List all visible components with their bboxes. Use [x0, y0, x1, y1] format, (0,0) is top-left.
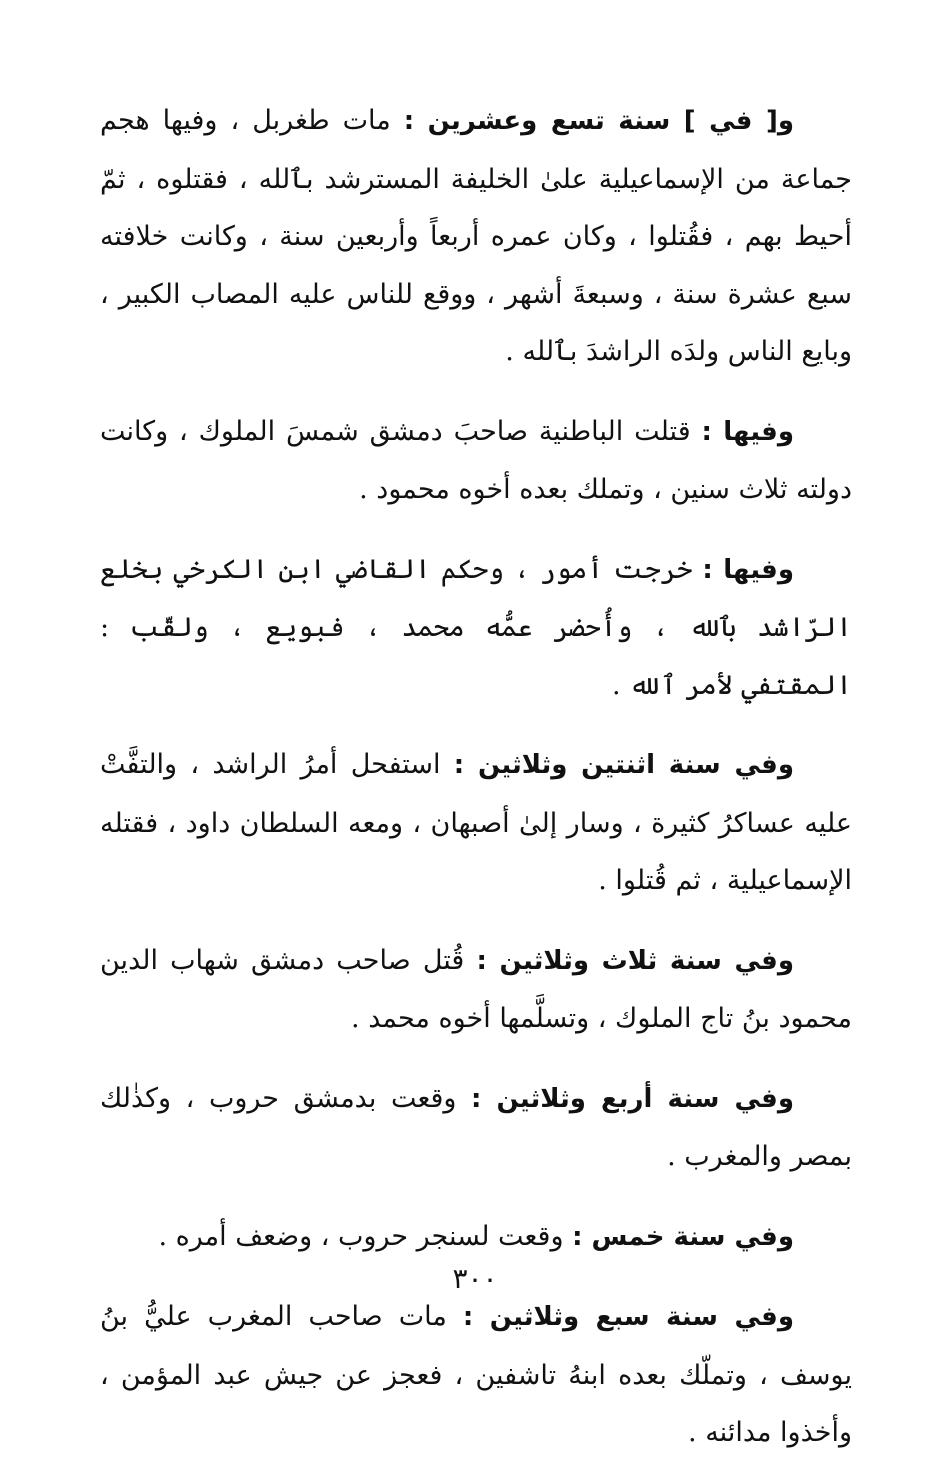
- paragraph-body: وقعت بدمشق حروب ، وكذٰلك بمصر والمغرب .: [100, 1082, 852, 1172]
- paragraph-year-33: [100, 932, 852, 1048]
- paragraph-heading: وفيها :: [702, 554, 794, 585]
- paragraph-heading: وفي سنة ثلاث وثلاثين :: [476, 945, 794, 976]
- paragraph-year-29: [100, 92, 852, 381]
- paragraph-body: استفحل أمرُ الراشد ، والتفَّتْ عليه عساكرُ كثيرة ، وسار إلىٰ أصبهان ، ومعه السلطان داود ، فقتله الإسماعيلية ، ثم قُتلوا .: [100, 749, 852, 896]
- paragraph-caliph-deposed: [100, 541, 852, 715]
- paragraph-body: خرجت أمور ، وحكم القاضي ابن الكرخي بخلع الرّاشد بٱلله ، وأُحضر عمُّه محمد ، فبويع ، ولقّب : المقتفي لأمر ٱلله .: [100, 553, 853, 701]
- paragraph-heading: وفي سنة سبع وثلاثين :: [462, 1302, 794, 1332]
- page-number: ٣٠٠: [452, 1262, 498, 1295]
- paragraph-body: مات صاحب المغرب عليُّ بنُ يوسف ، وتملّك بعده ابنهُ تاشفين ، فعجز عن جيش عبد المؤمن ، وأخذوا مدائنه .: [100, 1301, 852, 1448]
- paragraph-heading: وفي سنة اثنتين وثلاثين :: [453, 750, 794, 780]
- paragraph-year-35: [100, 1208, 852, 1267]
- paragraph-heading: وفي سنة خمس :: [572, 1221, 794, 1252]
- paragraph-year-34: [100, 1070, 852, 1186]
- paragraph-heading: وفيها :: [701, 416, 794, 447]
- paragraph-body: وقعت لسنجر حروب ، وضعف أمره .: [158, 1220, 573, 1252]
- paragraph-body: مات طغربل ، وفيها هجم جماعة من الإسماعيلية علىٰ الخليفة المسترشد بٱلله ، فقتلوه ، ثمّ أحيط بهم ، فقُتلوا ، وكان عمره أربعاً وأربعين سنة ، وكانت خلافته سبع عشرة سنة ، وسبعةَ أشهر ، ووقع للناس عليه المصاب الكبير ، وبايع الناس ولدَه الراشدَ بٱلله .: [100, 105, 852, 367]
- paragraph-body: قتلت الباطنية صاحبَ دمشق شمسَ الملوك ، وكانت دولته ثلاث سنين ، وتملك بعده أخوه محمود .: [100, 415, 852, 505]
- paragraph-body: قُتل صاحب دمشق شهاب الدين محمود بنُ تاج الملوك ، وتسلَّمها أخوه محمد .: [100, 944, 852, 1034]
- paragraph-year-37: [100, 1288, 852, 1462]
- paragraph-heading: وفي سنة أربع وثلاثين :: [471, 1083, 794, 1114]
- paragraph-year-32: [100, 736, 852, 910]
- paragraph-heading: و[ في ] سنة تسع وعشرين :: [403, 106, 794, 136]
- paragraph-damascus-ruler: [100, 403, 852, 519]
